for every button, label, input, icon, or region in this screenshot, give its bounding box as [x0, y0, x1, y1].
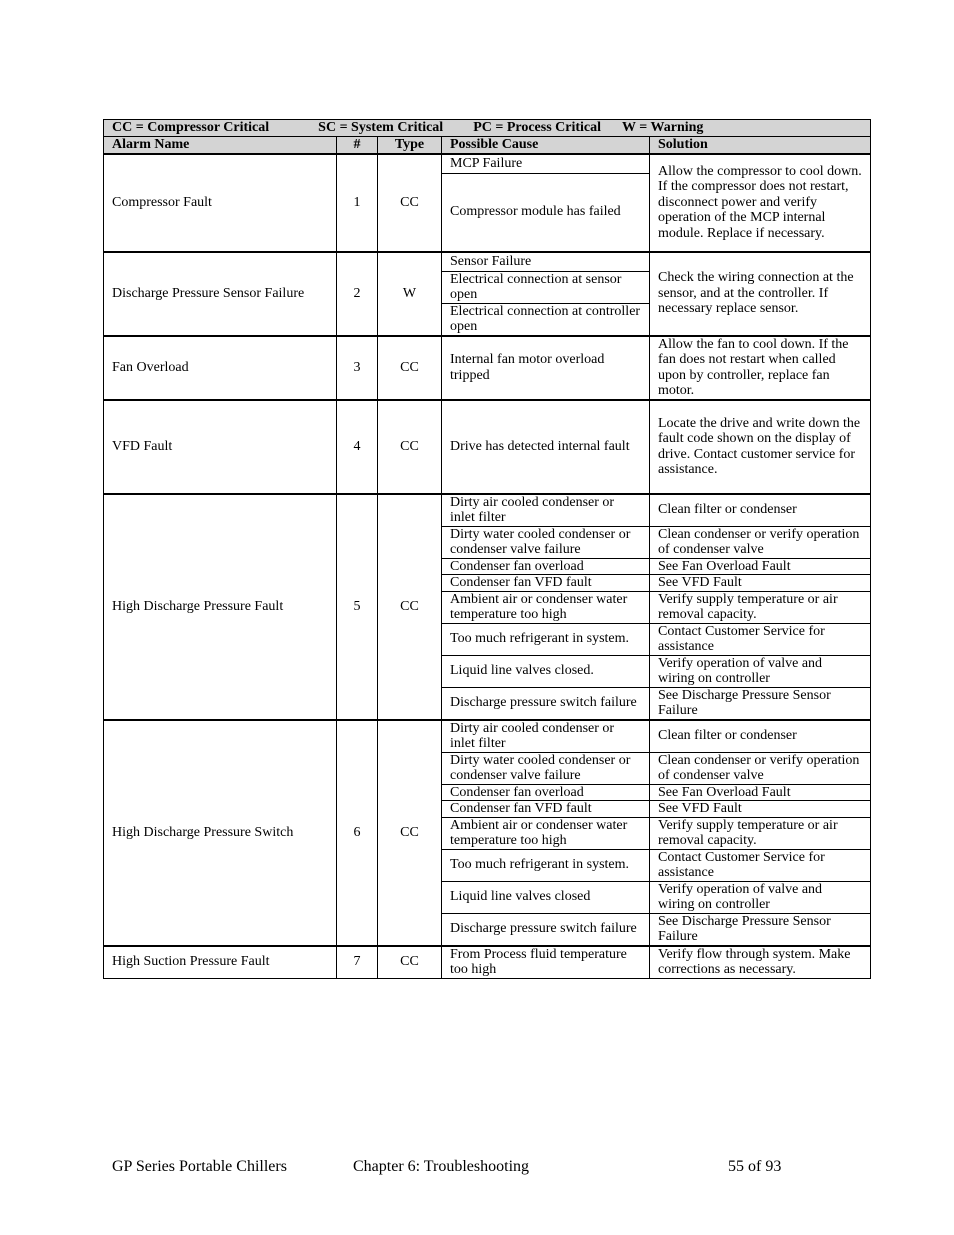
- solution-cell: Contact Customer Service for assistance: [650, 849, 871, 881]
- table-row: [104, 336, 871, 400]
- footer-product: GP Series Portable Chillers: [112, 1158, 287, 1175]
- legend-cell: [104, 120, 871, 137]
- possible-cause-cell: Dirty water cooled condenser or condenser valve failure: [442, 752, 650, 784]
- possible-cause-cell: Liquid line valves closed: [442, 881, 650, 913]
- alarm-number-cell: 5: [337, 494, 378, 720]
- table-row: [104, 946, 871, 979]
- possible-cause-cell: Dirty air cooled condenser or inlet filter: [442, 494, 650, 527]
- possible-cause-cell: Condenser fan VFD fault: [442, 575, 650, 592]
- header-number: #: [337, 136, 378, 154]
- table-row: [104, 252, 871, 272]
- alarm-name-cell: High Discharge Pressure Fault: [104, 494, 337, 720]
- possible-cause-cell: From Process fluid temperature too high: [442, 946, 650, 979]
- solution-cell: See VFD Fault: [650, 801, 871, 818]
- possible-cause-cell: Liquid line valves closed.: [442, 655, 650, 687]
- solution-cell: Clean condenser or verify operation of condenser valve: [650, 752, 871, 784]
- alarm-number-cell: 2: [337, 252, 378, 336]
- solution-cell: See Fan Overload Fault: [650, 558, 871, 575]
- solution-cell: Clean condenser or verify operation of condenser valve: [650, 526, 871, 558]
- possible-cause-cell: Too much refrigerant in system.: [442, 623, 650, 655]
- solution-cell: Verify operation of valve and wiring on controller: [650, 881, 871, 913]
- header-type: Type: [378, 136, 442, 154]
- alarm-name-cell: VFD Fault: [104, 400, 337, 494]
- solution-cell: See Discharge Pressure Sensor Failure: [650, 913, 871, 946]
- alarm-number-cell: 7: [337, 946, 378, 979]
- solution-cell: See Fan Overload Fault: [650, 784, 871, 801]
- header-alarm-name: Alarm Name: [104, 136, 337, 154]
- solution-cell: See VFD Fault: [650, 575, 871, 592]
- alarm-name-cell: High Discharge Pressure Switch: [104, 720, 337, 946]
- alarm-number-cell: 1: [337, 154, 378, 252]
- possible-cause-cell: Too much refrigerant in system.: [442, 849, 650, 881]
- legend-w: W = Warning: [622, 120, 704, 135]
- solution-cell: Allow the compressor to cool down. If the compressor does not restart, disconnect power and verify operation of the MCP internal module. Replace if necessary.: [650, 154, 871, 252]
- possible-cause-cell: MCP Failure: [442, 154, 650, 174]
- possible-cause-cell: Internal fan motor overload tripped: [442, 336, 650, 400]
- table-row: [104, 494, 871, 527]
- table-row: [104, 400, 871, 494]
- alarm-type-cell: CC: [378, 154, 442, 252]
- legend-sc: SC = System Critical: [318, 120, 444, 135]
- possible-cause-cell: Condenser fan overload: [442, 558, 650, 575]
- header-solution: Solution: [650, 136, 871, 154]
- solution-cell: Check the wiring connection at the sensor, and at the controller. If necessary replace sensor.: [650, 252, 871, 336]
- alarm-type-cell: CC: [378, 946, 442, 979]
- possible-cause-cell: Electrical connection at sensor open: [442, 271, 650, 303]
- alarm-type-cell: CC: [378, 494, 442, 720]
- solution-cell: Allow the fan to cool down. If the fan does not restart when called upon by controller, replace fan motor.: [650, 336, 871, 400]
- possible-cause-cell: Sensor Failure: [442, 252, 650, 272]
- possible-cause-cell: Dirty air cooled condenser or inlet filter: [442, 720, 650, 753]
- alarm-name-cell: High Suction Pressure Fault: [104, 946, 337, 979]
- header-possible-cause: Possible Cause: [442, 136, 650, 154]
- header-row: [104, 136, 871, 154]
- solution-cell: Clean filter or condenser: [650, 494, 871, 527]
- possible-cause-cell: Discharge pressure switch failure: [442, 687, 650, 720]
- alarm-name-cell: Compressor Fault: [104, 154, 337, 252]
- alarm-table-body: [104, 120, 871, 979]
- solution-cell: Clean filter or condenser: [650, 720, 871, 753]
- alarm-number-cell: 6: [337, 720, 378, 946]
- solution-cell: Contact Customer Service for assistance: [650, 623, 871, 655]
- alarm-type-cell: CC: [378, 336, 442, 400]
- alarm-number-cell: 3: [337, 336, 378, 400]
- possible-cause-cell: Condenser fan overload: [442, 784, 650, 801]
- solution-cell: Verify operation of valve and wiring on controller: [650, 655, 871, 687]
- possible-cause-cell: Drive has detected internal fault: [442, 400, 650, 494]
- solution-cell: See Discharge Pressure Sensor Failure: [650, 687, 871, 720]
- possible-cause-cell: Ambient air or condenser water temperature too high: [442, 817, 650, 849]
- alarm-type-cell: W: [378, 252, 442, 336]
- possible-cause-cell: Electrical connection at controller open: [442, 303, 650, 336]
- table-row: [104, 720, 871, 753]
- alarm-type-cell: CC: [378, 720, 442, 946]
- footer-page-number: 55 of 93: [728, 1158, 782, 1175]
- possible-cause-cell: Ambient air or condenser water temperature too high: [442, 591, 650, 623]
- solution-cell: Verify flow through system. Make corrections as necessary.: [650, 946, 871, 979]
- possible-cause-cell: Compressor module has failed: [442, 173, 650, 252]
- legend-pc: PC = Process Critical: [473, 120, 602, 135]
- legend-cc: CC = Compressor Critical: [112, 120, 270, 135]
- legend-row: [104, 120, 871, 137]
- alarm-name-cell: Discharge Pressure Sensor Failure: [104, 252, 337, 336]
- alarm-name-cell: Fan Overload: [104, 336, 337, 400]
- solution-cell: Verify supply temperature or air removal capacity.: [650, 591, 871, 623]
- solution-cell: Verify supply temperature or air removal capacity.: [650, 817, 871, 849]
- alarm-table: [103, 119, 871, 979]
- alarm-type-cell: CC: [378, 400, 442, 494]
- alarm-number-cell: 4: [337, 400, 378, 494]
- possible-cause-cell: Discharge pressure switch failure: [442, 913, 650, 946]
- possible-cause-cell: Dirty water cooled condenser or condenser valve failure: [442, 526, 650, 558]
- table-row: [104, 154, 871, 174]
- footer-chapter: Chapter 6: Troubleshooting: [353, 1158, 530, 1175]
- solution-cell: Locate the drive and write down the fault code shown on the display of drive. Contact customer service for assistance.: [650, 400, 871, 494]
- possible-cause-cell: Condenser fan VFD fault: [442, 801, 650, 818]
